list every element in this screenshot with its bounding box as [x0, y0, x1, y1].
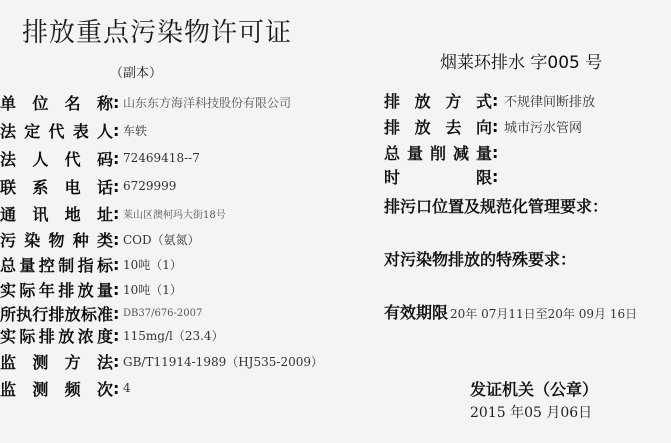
document-title: 排放重点污染物许可证	[22, 18, 293, 48]
field-label: 污染物种类	[0, 230, 113, 250]
field-value: 不规律间断排放	[504, 94, 596, 110]
field-label: 单位名称	[0, 93, 113, 113]
field-legal-code: 法人代码 : 72469418--7	[0, 148, 200, 169]
field-legal-rep: 法定代表人 : 车轶	[0, 120, 148, 141]
validity-period	[384, 300, 637, 323]
field-annual-emission: 实际年排放量 : 10吨（1）	[0, 279, 182, 300]
field-pollutant-type: 污染物种类 : COD（氨氮）	[0, 229, 200, 250]
permit-serial-number: 烟莱环排水 字005 号	[440, 53, 603, 73]
outlet-requirements-heading: 排污口位置及规范化管理要求：	[384, 197, 609, 216]
special-requirements-heading: 对污染物排放的特殊要求：	[384, 250, 577, 269]
field-total-control: 总量控制指标 : 10吨（1）	[0, 254, 182, 275]
field-value: 莱山区澳柯玛大街18号	[123, 209, 226, 221]
field-label: 总量控制指标	[0, 255, 113, 275]
field-value: COD（氨氮）	[123, 232, 200, 247]
field-emission-concentration: 实际排放浓度 : 115mg/l（23.4）	[0, 325, 224, 346]
field-value: 车轶	[123, 123, 148, 138]
field-label: 排放方式	[384, 91, 492, 111]
field-value: 115mg/l（23.4）	[123, 328, 224, 343]
field-monitoring-frequency: 监测频次 : 4	[0, 378, 131, 399]
field-value: 4	[123, 381, 131, 395]
field-label: 所执行排放标准	[0, 304, 113, 324]
field-discharge-method: 排放方式 : 不规律间断排放	[384, 90, 596, 111]
field-discharge-destination: 排放去向 : 城市污水管网	[384, 116, 583, 137]
field-value: GB/T11914-1989（HJ535-2009）	[123, 354, 323, 369]
field-value: 10吨（1）	[123, 257, 182, 272]
field-label: 实际年排放量	[0, 280, 113, 300]
field-label: 监测方法	[0, 352, 113, 372]
field-label: 总量削减量	[384, 143, 492, 163]
document-subtitle: （副本）	[110, 66, 163, 81]
field-phone: 联系电话 : 6729999	[0, 176, 177, 197]
field-label: 通讯地址	[0, 204, 113, 224]
field-label: 联系电话	[0, 177, 113, 197]
field-emission-standard: 所执行排放标准 : DB37/676-2007	[0, 303, 203, 324]
field-value: 10吨（1）	[123, 282, 182, 297]
field-label: 时限	[384, 167, 492, 187]
field-value: 城市污水管网	[504, 120, 583, 136]
issue-date: 2015 年05 月06日	[470, 405, 593, 421]
validity-label: 有效期限	[384, 303, 449, 322]
field-label: 法定代表人	[0, 121, 113, 141]
field-label: 实际排放浓度	[0, 326, 113, 346]
field-label: 排放去向	[384, 117, 492, 137]
validity-value: 20年 07月11日至20年 09月 16日	[450, 307, 638, 321]
field-total-reduction: 总量削减量 :	[384, 142, 499, 163]
field-time-limit: 时限 :	[384, 166, 499, 187]
field-value: 山东东方海洋科技股份有限公司	[123, 95, 292, 110]
field-value: DB37/676-2007	[123, 307, 203, 319]
field-label: 法人代码	[0, 149, 113, 169]
field-value: 6729999	[123, 179, 177, 193]
issuing-authority: 发证机关（公章）	[470, 380, 599, 399]
field-unit-name: 单位名称 : 山东东方海洋科技股份有限公司	[0, 92, 292, 113]
field-address: 通讯地址 : 莱山区澳柯玛大街18号	[0, 203, 226, 224]
field-label: 监测频次	[0, 379, 113, 399]
field-monitoring-method: 监测方法 : GB/T11914-1989（HJ535-2009）	[0, 351, 323, 372]
field-value: 72469418--7	[123, 151, 200, 165]
